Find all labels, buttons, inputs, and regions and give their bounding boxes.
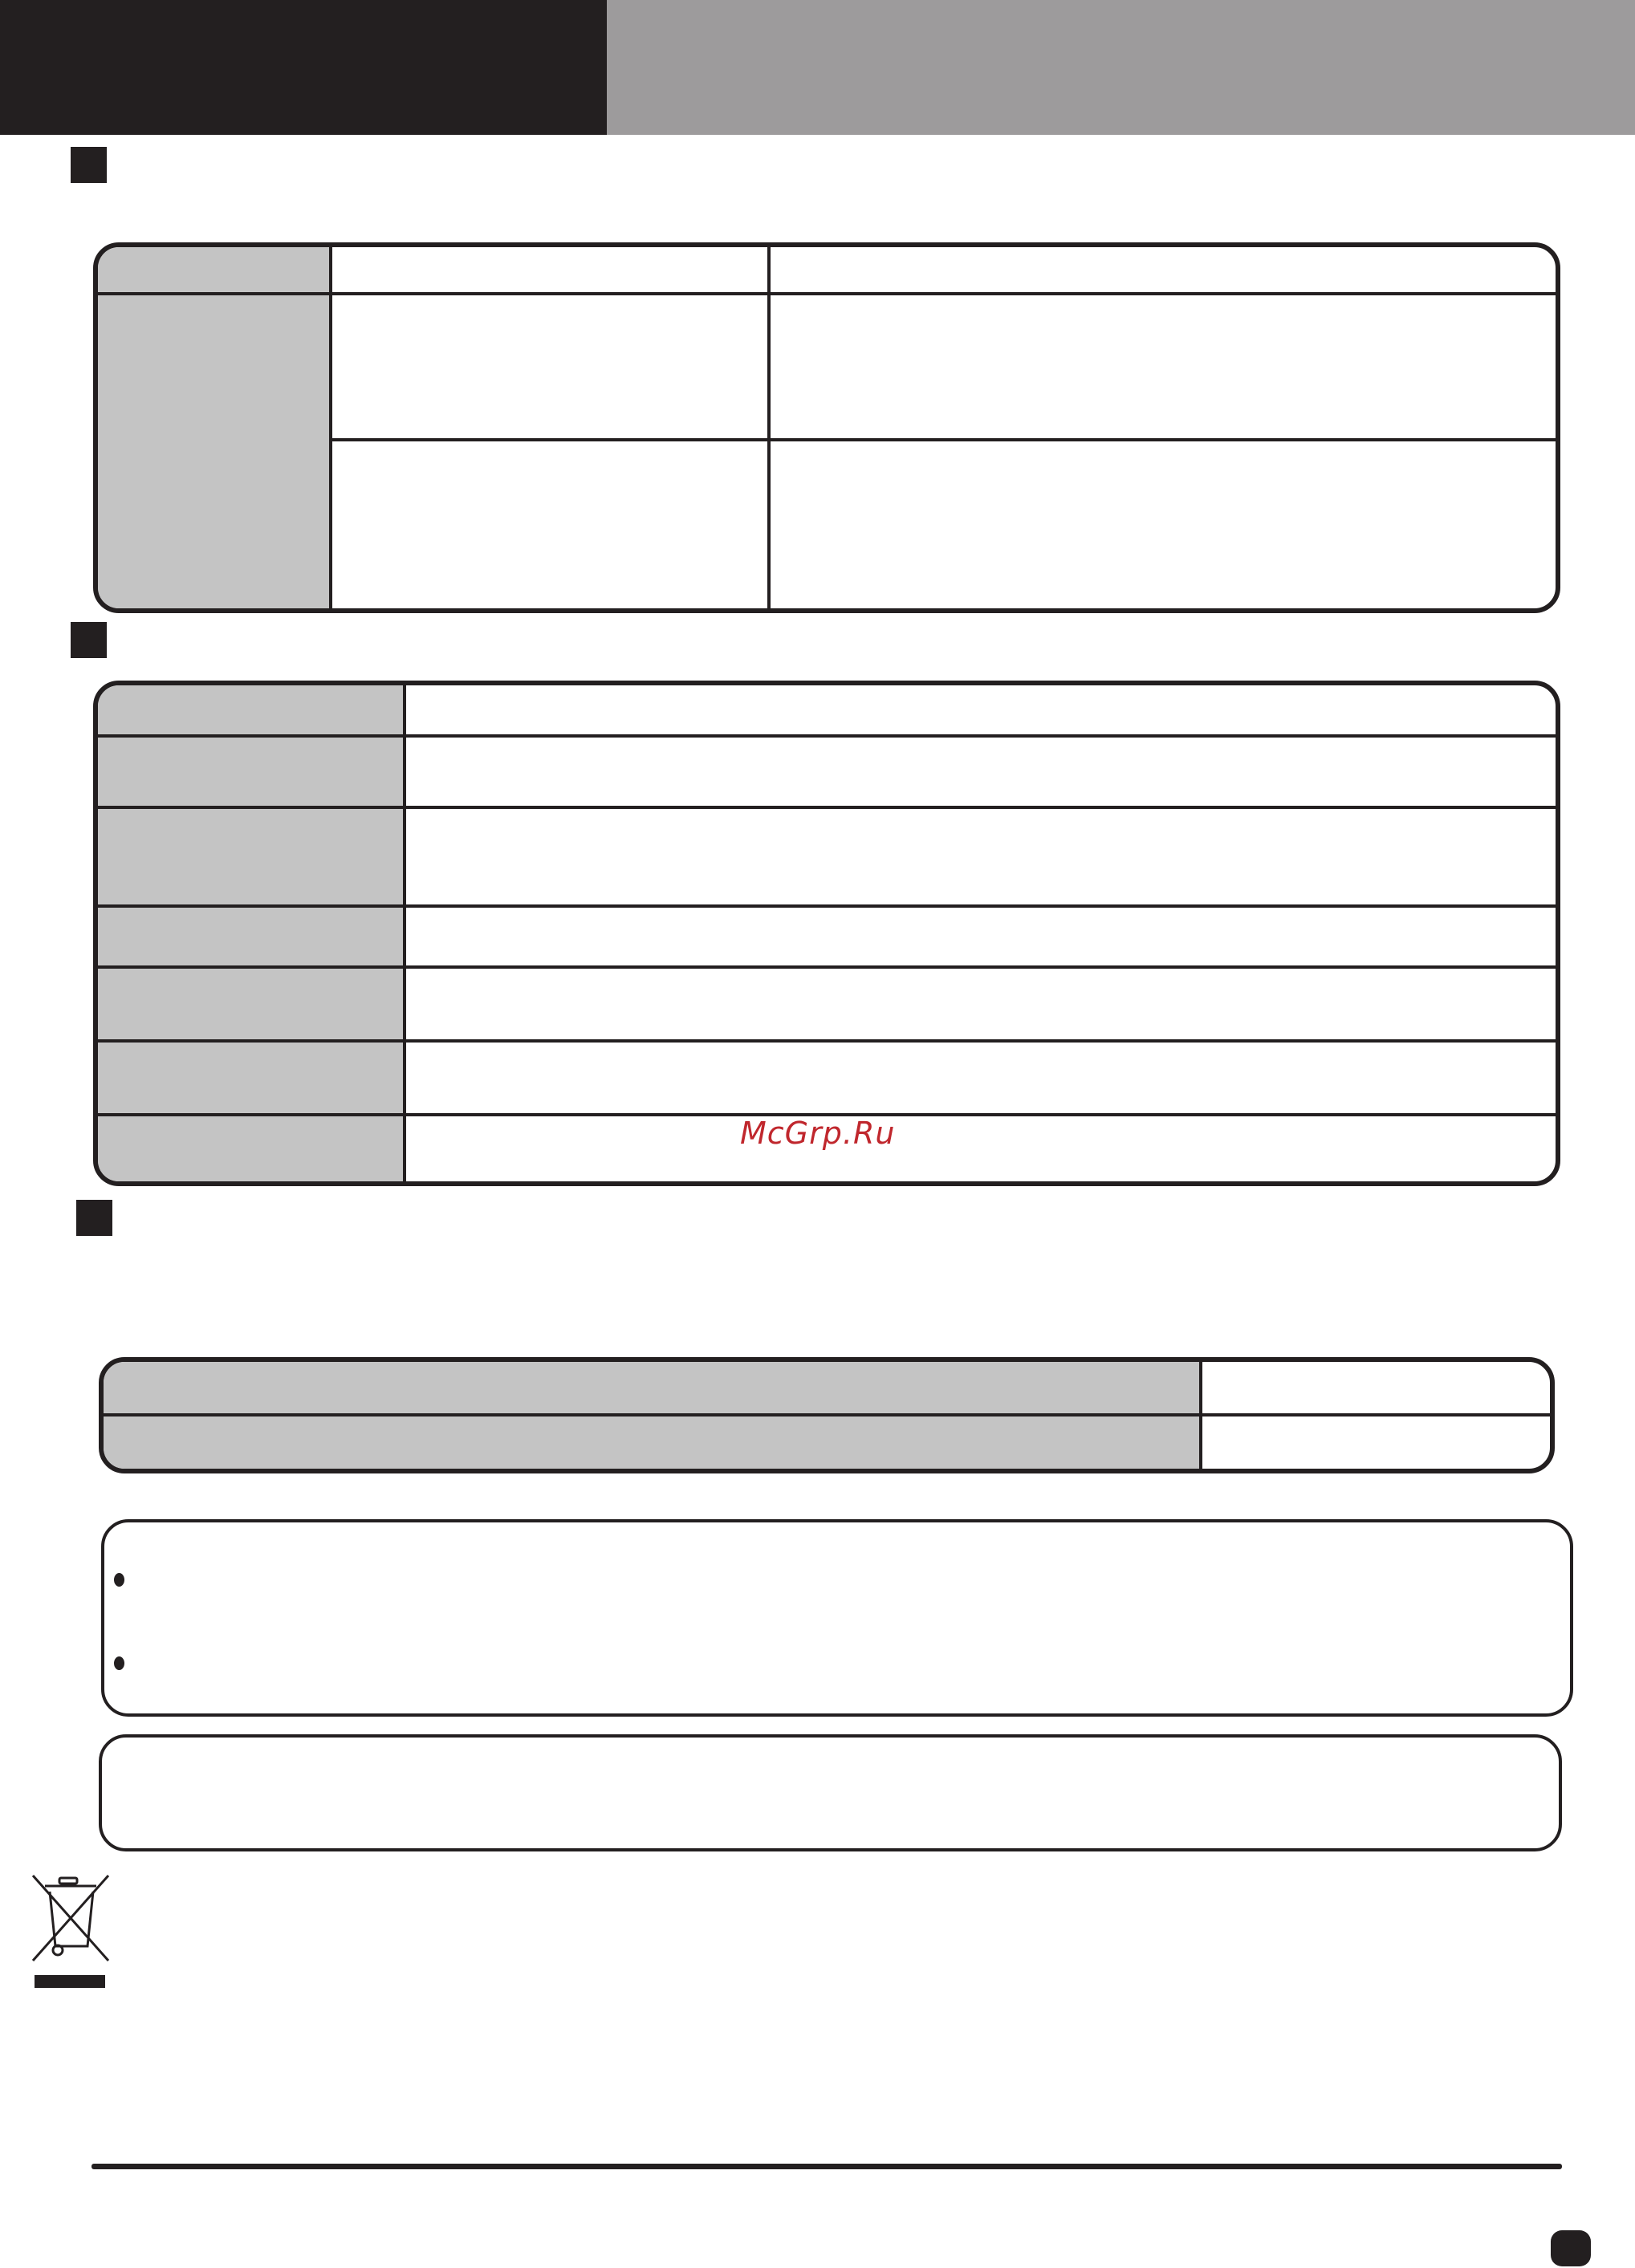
table-2-divider [403,685,406,1181]
crossed-out-wheelie-bin-icon [31,1872,111,1993]
bottom-rule [92,2164,1562,2169]
header-banner [607,0,1635,135]
table-2-row-line [98,1039,1556,1043]
notes-box [101,1519,1573,1717]
notice-box [99,1734,1562,1851]
table-2-row-line [98,734,1556,738]
page-number-badge [1551,2230,1591,2266]
table-1-divider [329,247,332,608]
table-1-row-line [98,292,1556,295]
table-1-label-column [98,247,329,608]
section-1-marker [71,147,107,183]
bullet-2 [114,1656,124,1670]
table-2-row-line [98,806,1556,809]
section-2-marker [71,622,107,658]
header-title-block [0,0,607,135]
table-1-divider [767,247,771,608]
table-2-row-line [98,965,1556,969]
table-2 [93,681,1560,1186]
watermark: McGrp.Ru [740,1116,896,1151]
table-1 [93,242,1560,613]
table-2-label-column [98,685,403,1181]
section-3-marker [76,1200,112,1236]
table-3-row-line [104,1413,1550,1416]
bullet-1 [114,1573,124,1587]
table-1-row-line [329,438,1560,441]
table-3 [99,1357,1555,1473]
table-2-row-line [98,904,1556,908]
